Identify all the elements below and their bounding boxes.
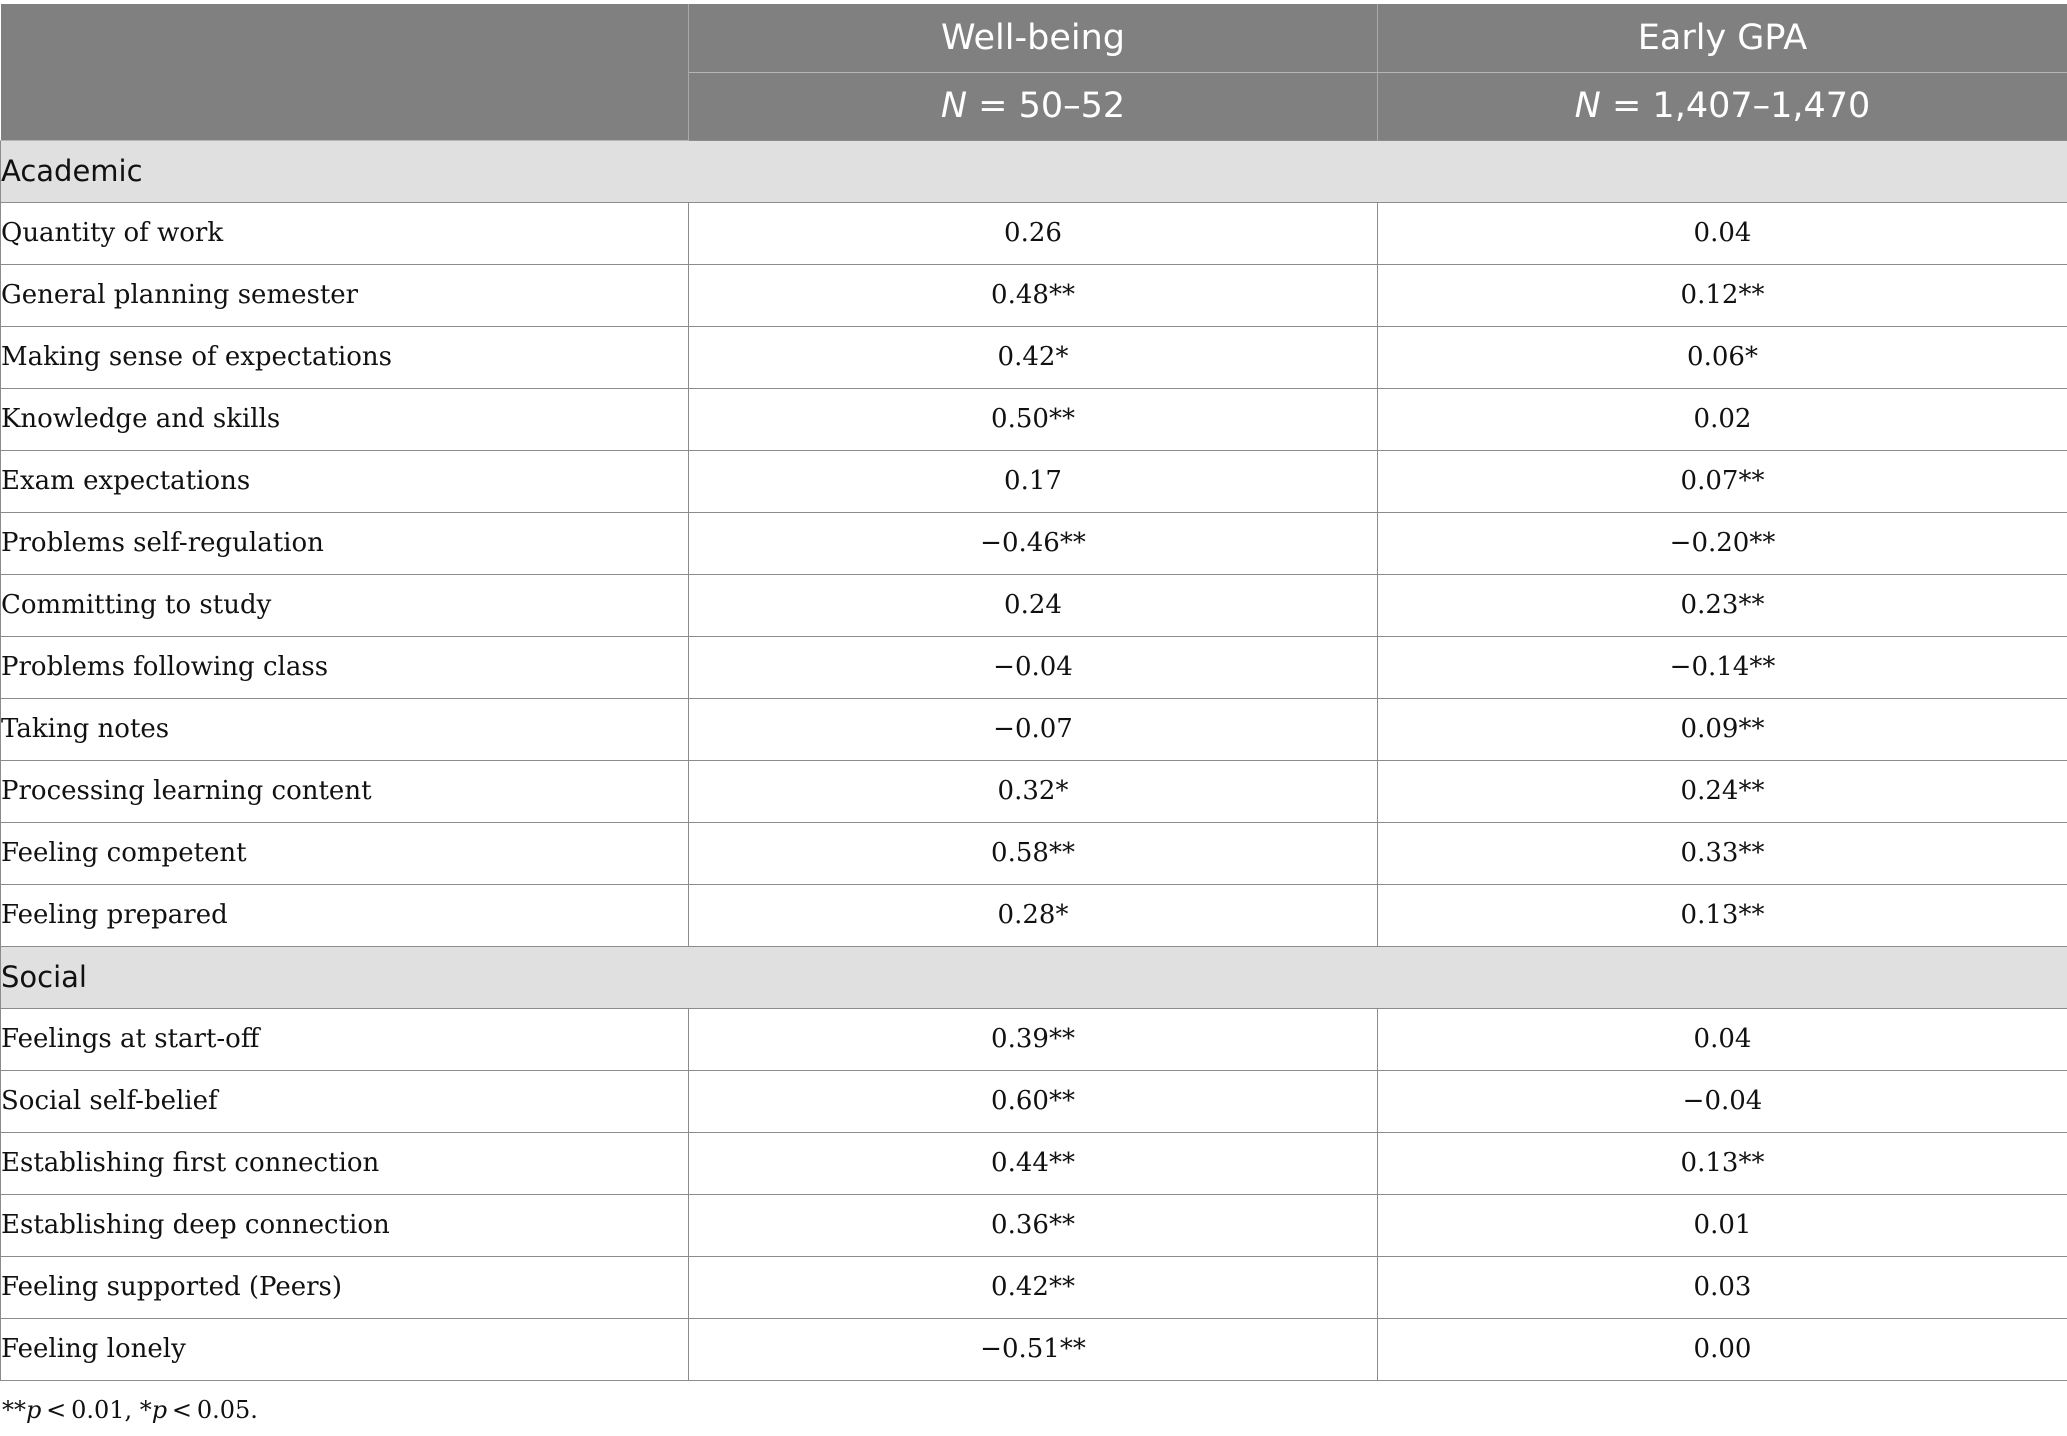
gpa-value: −0.14**	[1378, 636, 2067, 698]
wellbeing-value: −0.07	[689, 698, 1378, 760]
table-row	[1, 1194, 2067, 1256]
gpa-value: 0.07**	[1378, 450, 2067, 512]
header-blank-cell	[1, 4, 689, 140]
wellbeing-value: 0.32*	[689, 760, 1378, 822]
footnote-stars: **	[2, 1396, 26, 1424]
row-label: Problems following class	[1, 636, 689, 698]
gpa-value: 0.06*	[1378, 326, 2067, 388]
gpa-value: 0.03	[1378, 1256, 2067, 1318]
footnote-threshold-1: < 0.01, *	[41, 1396, 152, 1424]
wellbeing-value: 0.60**	[689, 1070, 1378, 1132]
table-row	[1, 388, 2067, 450]
row-label: Quantity of work	[1, 202, 689, 264]
header-row-titles	[1, 4, 2067, 72]
gpa-value: 0.24**	[1378, 760, 2067, 822]
wellbeing-value: 0.44**	[689, 1132, 1378, 1194]
table-row	[1, 760, 2067, 822]
wellbeing-value: 0.39**	[689, 1008, 1378, 1070]
wellbeing-value: −0.46**	[689, 512, 1378, 574]
row-label: Committing to study	[1, 574, 689, 636]
section-title: Academic	[1, 140, 2067, 202]
wellbeing-value: 0.50**	[689, 388, 1378, 450]
table-row	[1, 202, 2067, 264]
table-row	[1, 512, 2067, 574]
wellbeing-value: 0.26	[689, 202, 1378, 264]
section-row	[1, 140, 2067, 202]
row-label: Exam expectations	[1, 450, 689, 512]
n-range: = 1,407–1,470	[1600, 86, 1871, 126]
wellbeing-value: 0.36**	[689, 1194, 1378, 1256]
gpa-value: 0.13**	[1378, 884, 2067, 946]
table-row	[1, 1256, 2067, 1318]
wellbeing-value: 0.28*	[689, 884, 1378, 946]
gpa-value: 0.04	[1378, 1008, 2067, 1070]
row-label: Processing learning content	[1, 760, 689, 822]
gpa-value: 0.04	[1378, 202, 2067, 264]
footnote-p: p	[26, 1396, 42, 1424]
header-wellbeing: Well-being	[689, 4, 1378, 72]
table-row	[1, 326, 2067, 388]
gpa-value: 0.33**	[1378, 822, 2067, 884]
wellbeing-value: 0.17	[689, 450, 1378, 512]
n-label: N	[1574, 86, 1601, 126]
gpa-value: 0.00	[1378, 1318, 2067, 1380]
gpa-value: 0.12**	[1378, 264, 2067, 326]
gpa-value: 0.23**	[1378, 574, 2067, 636]
row-label: Establishing first connection	[1, 1132, 689, 1194]
table-row	[1, 884, 2067, 946]
row-label: Feeling lonely	[1, 1318, 689, 1380]
gpa-value: 0.09**	[1378, 698, 2067, 760]
table-row	[1, 264, 2067, 326]
row-label: Problems self-regulation	[1, 512, 689, 574]
table-row	[1, 1318, 2067, 1380]
wellbeing-value: 0.48**	[689, 264, 1378, 326]
table-body	[1, 140, 2067, 1380]
wellbeing-value: 0.42*	[689, 326, 1378, 388]
table-footnote	[2, 1396, 258, 1424]
row-label: Social self-belief	[1, 1070, 689, 1132]
header-n-gpa	[1378, 72, 2067, 140]
table-row	[1, 636, 2067, 698]
table-row	[1, 574, 2067, 636]
table-row	[1, 1008, 2067, 1070]
row-label: Feeling competent	[1, 822, 689, 884]
header-early-gpa: Early GPA	[1378, 4, 2067, 72]
row-label: General planning semester	[1, 264, 689, 326]
wellbeing-value: −0.51**	[689, 1318, 1378, 1380]
row-label: Establishing deep connection	[1, 1194, 689, 1256]
row-label: Taking notes	[1, 698, 689, 760]
wellbeing-value: 0.24	[689, 574, 1378, 636]
row-label: Making sense of expectations	[1, 326, 689, 388]
row-label: Knowledge and skills	[1, 388, 689, 450]
wellbeing-value: 0.58**	[689, 822, 1378, 884]
table-row	[1, 822, 2067, 884]
footnote-p: p	[151, 1396, 168, 1424]
wellbeing-value: −0.04	[689, 636, 1378, 698]
gpa-value: −0.20**	[1378, 512, 2067, 574]
gpa-value: 0.02	[1378, 388, 2067, 450]
gpa-value: 0.13**	[1378, 1132, 2067, 1194]
header-n-wellbeing	[689, 72, 1378, 140]
table-row	[1, 450, 2067, 512]
section-row	[1, 946, 2067, 1008]
row-label: Feeling prepared	[1, 884, 689, 946]
section-title: Social	[1, 946, 2067, 1008]
gpa-value: −0.04	[1378, 1070, 2067, 1132]
correlation-table	[0, 4, 2067, 1381]
n-range: = 50–52	[967, 86, 1126, 126]
row-label: Feelings at start-off	[1, 1008, 689, 1070]
footnote-threshold-2: < 0.05.	[167, 1396, 258, 1424]
table-row	[1, 1132, 2067, 1194]
row-label: Feeling supported (Peers)	[1, 1256, 689, 1318]
table-row	[1, 1070, 2067, 1132]
gpa-value: 0.01	[1378, 1194, 2067, 1256]
wellbeing-value: 0.42**	[689, 1256, 1378, 1318]
table-row	[1, 698, 2067, 760]
n-label: N	[940, 86, 968, 126]
